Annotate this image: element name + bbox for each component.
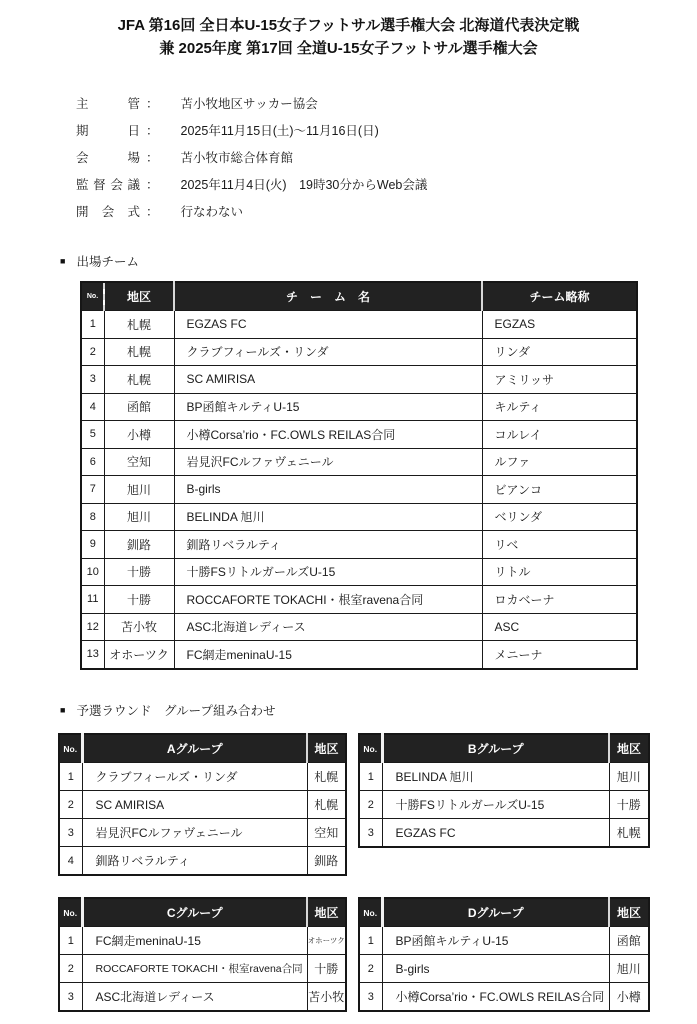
team-no: 11: [81, 586, 104, 614]
group-team-district: 函館: [609, 927, 649, 955]
team-row: [81, 366, 637, 394]
team-district: 旭川: [104, 476, 174, 504]
group-header-district: 地区: [609, 734, 649, 763]
group-team-row: [359, 955, 649, 983]
group-b-header-row: [359, 734, 649, 763]
group-team-district: 札幌: [609, 819, 649, 848]
team-name: 釧路リベラルティ: [174, 531, 482, 559]
info-label: 監督会議: [76, 177, 140, 192]
groups-section-title: 予選ラウンド グループ組み合わせ: [76, 704, 276, 718]
group-team-name: FC網走meninaU-15: [82, 927, 307, 955]
group-team-name: 小樽Corsa’rio・FC.OWLS REILAS合同: [382, 983, 609, 1012]
team-name: 岩見沢FCルファヴェニール: [174, 448, 482, 476]
group-team-district: 小樽: [609, 983, 649, 1012]
group-team-no: 4: [59, 847, 82, 876]
groups-section-heading: [60, 701, 275, 719]
group-team-no: 3: [59, 819, 82, 847]
group-team-district: オホーツク: [307, 927, 346, 955]
team-row: [81, 311, 637, 339]
team-district: 札幌: [104, 338, 174, 366]
team-abbr: ロカベーナ: [482, 586, 637, 614]
group-team-name: BELINDA 旭川: [382, 763, 609, 791]
team-row: [81, 531, 637, 559]
team-row: [81, 613, 637, 641]
team-name: SC AMIRISA: [174, 366, 482, 394]
group-team-district: 十勝: [307, 955, 346, 983]
group-team-no: 2: [59, 791, 82, 819]
group-team-row: [359, 819, 649, 848]
group-team-name: EGZAS FC: [382, 819, 609, 848]
group-team-row: [59, 847, 346, 876]
info-row: [76, 197, 427, 224]
group-team-district: 釧路: [307, 847, 346, 876]
team-abbr: アミリッサ: [482, 366, 637, 394]
info-value: 苫小牧地区サッカー協会: [180, 96, 318, 111]
group-team-no: 2: [59, 955, 82, 983]
team-name: 十勝FSリトルガールズU-15: [174, 558, 482, 586]
team-no: 7: [81, 476, 104, 504]
team-no: 12: [81, 613, 104, 641]
group-team-name: 釧路リベラルティ: [82, 847, 307, 876]
group-team-no: 2: [359, 955, 382, 983]
group-team-no: 2: [359, 791, 382, 819]
team-abbr: メニーナ: [482, 641, 637, 669]
group-team-row: [359, 791, 649, 819]
info-value: 行なわない: [180, 204, 244, 219]
group-team-no: 1: [359, 763, 382, 791]
group-b-title: Bグループ: [382, 734, 609, 763]
group-team-name: BP函館キルティU-15: [382, 927, 609, 955]
team-abbr: ビアンコ: [482, 476, 637, 504]
group-team-name: SC AMIRISA: [82, 791, 307, 819]
group-header-no: No.: [359, 734, 382, 763]
group-team-name: 岩見沢FCルファヴェニール: [82, 819, 307, 847]
group-team-row: [359, 763, 649, 791]
team-no: 1: [81, 311, 104, 339]
team-no: 5: [81, 421, 104, 449]
info-label: 主管: [76, 96, 140, 111]
group-header-district: 地区: [307, 898, 346, 927]
info-value: 2025年11月4日(火) 19時30分からWeb会議: [180, 177, 428, 192]
team-no: 3: [81, 366, 104, 394]
square-bullet-icon: ■: [60, 705, 66, 715]
group-team-row: [59, 763, 346, 791]
group-team-district: 苫小牧: [307, 983, 346, 1012]
group-team-row: [59, 819, 346, 847]
team-district: 小樽: [104, 421, 174, 449]
group-team-name: クラブフィールズ・リンダ: [82, 763, 307, 791]
team-abbr: リトル: [482, 558, 637, 586]
group-a-header-row: [59, 734, 346, 763]
team-row: [81, 476, 637, 504]
group-header-no: No.: [59, 898, 82, 927]
team-name: ROCCAFORTE TOKACHI・根室ravena合同: [174, 586, 482, 614]
group-team-no: 3: [59, 983, 82, 1012]
group-d-title: Dグループ: [382, 898, 609, 927]
group-team-row: [359, 927, 649, 955]
team-district: 空知: [104, 448, 174, 476]
team-abbr: ルファ: [482, 448, 637, 476]
info-colon: ：: [146, 150, 159, 165]
team-abbr: リベ: [482, 531, 637, 559]
team-no: 13: [81, 641, 104, 669]
teams-table-header-row: [81, 282, 637, 311]
team-name: ASC北海道レディース: [174, 613, 482, 641]
team-no: 8: [81, 503, 104, 531]
info-colon: ：: [146, 177, 159, 192]
group-team-row: [359, 983, 649, 1012]
group-header-no: No.: [359, 898, 382, 927]
team-no: 10: [81, 558, 104, 586]
square-bullet-icon: ■: [60, 256, 66, 266]
teams-header-abbr: チーム略称: [482, 282, 637, 311]
team-no: 4: [81, 393, 104, 421]
group-team-row: [59, 983, 346, 1012]
teams-section-title: 出場チーム: [76, 255, 139, 269]
team-name: EGZAS FC: [174, 311, 482, 339]
group-team-name: ASC北海道レディース: [82, 983, 307, 1012]
team-district: 札幌: [104, 366, 174, 394]
team-district: 十勝: [104, 586, 174, 614]
team-abbr: キルティ: [482, 393, 637, 421]
title-line-2: 兼 2025年度 第17回 全道U-15女子フットサル選手権大会: [159, 40, 538, 57]
team-district: 函館: [104, 393, 174, 421]
group-team-no: 1: [359, 927, 382, 955]
teams-header-district: 地区: [104, 282, 174, 311]
team-no: 2: [81, 338, 104, 366]
teams-table: [80, 281, 638, 670]
group-team-row: [59, 955, 346, 983]
info-value: 2025年11月15日(土)～11月16日(日): [180, 123, 379, 138]
group-team-district: 札幌: [307, 791, 346, 819]
team-name: FC網走meninaU-15: [174, 641, 482, 669]
team-row: [81, 503, 637, 531]
tournament-info-block: [76, 89, 427, 224]
group-a-title: Aグループ: [82, 734, 307, 763]
team-district: 釧路: [104, 531, 174, 559]
group-team-district: 札幌: [307, 763, 346, 791]
team-row: [81, 393, 637, 421]
team-row: [81, 586, 637, 614]
info-colon: ：: [146, 123, 159, 138]
group-team-row: [59, 927, 346, 955]
group-team-district: 空知: [307, 819, 346, 847]
team-abbr: EGZAS: [482, 311, 637, 339]
group-a-table: [58, 733, 347, 876]
team-row: [81, 448, 637, 476]
info-label: 期日: [76, 123, 140, 138]
team-abbr: ASC: [482, 613, 637, 641]
group-header-district: 地区: [609, 898, 649, 927]
team-name: B-girls: [174, 476, 482, 504]
group-c-table: [58, 897, 347, 1012]
teams-section-heading: [60, 252, 139, 270]
group-header-district: 地区: [307, 734, 346, 763]
team-abbr: リンダ: [482, 338, 637, 366]
info-label: 開会式: [76, 204, 140, 219]
team-district: 旭川: [104, 503, 174, 531]
group-team-name: 十勝FSリトルガールズU-15: [382, 791, 609, 819]
team-name: クラブフィールズ・リンダ: [174, 338, 482, 366]
teams-header-no: No.: [81, 282, 104, 311]
title-line-1: JFA 第16回 全日本U-15女子フットサル選手権大会 北海道代表決定戦: [117, 17, 580, 34]
team-row: [81, 558, 637, 586]
info-label: 会場: [76, 150, 140, 165]
info-row: [76, 116, 427, 143]
group-team-name: ROCCAFORTE TOKACHI・根室ravena合同: [82, 955, 307, 983]
group-team-district: 旭川: [609, 955, 649, 983]
info-value: 苫小牧市総合体育館: [180, 150, 294, 165]
team-district: 十勝: [104, 558, 174, 586]
group-team-district: 旭川: [609, 763, 649, 791]
team-district: 苫小牧: [104, 613, 174, 641]
team-no: 6: [81, 448, 104, 476]
info-row: [76, 170, 427, 197]
team-district: 札幌: [104, 311, 174, 339]
group-team-no: 1: [59, 763, 82, 791]
team-name: 小樽Corsa’rio・FC.OWLS REILAS合同: [174, 421, 482, 449]
team-row: [81, 338, 637, 366]
team-abbr: コルレイ: [482, 421, 637, 449]
group-team-row: [59, 791, 346, 819]
group-d-header-row: [359, 898, 649, 927]
group-team-no: 1: [59, 927, 82, 955]
team-name: BP函館キルティU-15: [174, 393, 482, 421]
info-colon: ：: [146, 96, 159, 111]
group-team-no: 3: [359, 819, 382, 848]
group-c-title: Cグループ: [82, 898, 307, 927]
info-row: [76, 89, 427, 116]
document-title: [0, 14, 697, 60]
group-b-table: [358, 733, 650, 848]
team-name: BELINDA 旭川: [174, 503, 482, 531]
info-row: [76, 143, 427, 170]
team-no: 9: [81, 531, 104, 559]
team-district: オホーツク: [104, 641, 174, 669]
group-team-district: 十勝: [609, 791, 649, 819]
group-team-name: B-girls: [382, 955, 609, 983]
teams-header-team-name: チ ー ム 名: [174, 282, 482, 311]
info-colon: ：: [146, 204, 159, 219]
team-row: [81, 641, 637, 669]
group-team-no: 3: [359, 983, 382, 1012]
group-d-table: [358, 897, 650, 1012]
team-abbr: ベリンダ: [482, 503, 637, 531]
group-c-header-row: [59, 898, 346, 927]
group-header-no: No.: [59, 734, 82, 763]
team-row: [81, 421, 637, 449]
